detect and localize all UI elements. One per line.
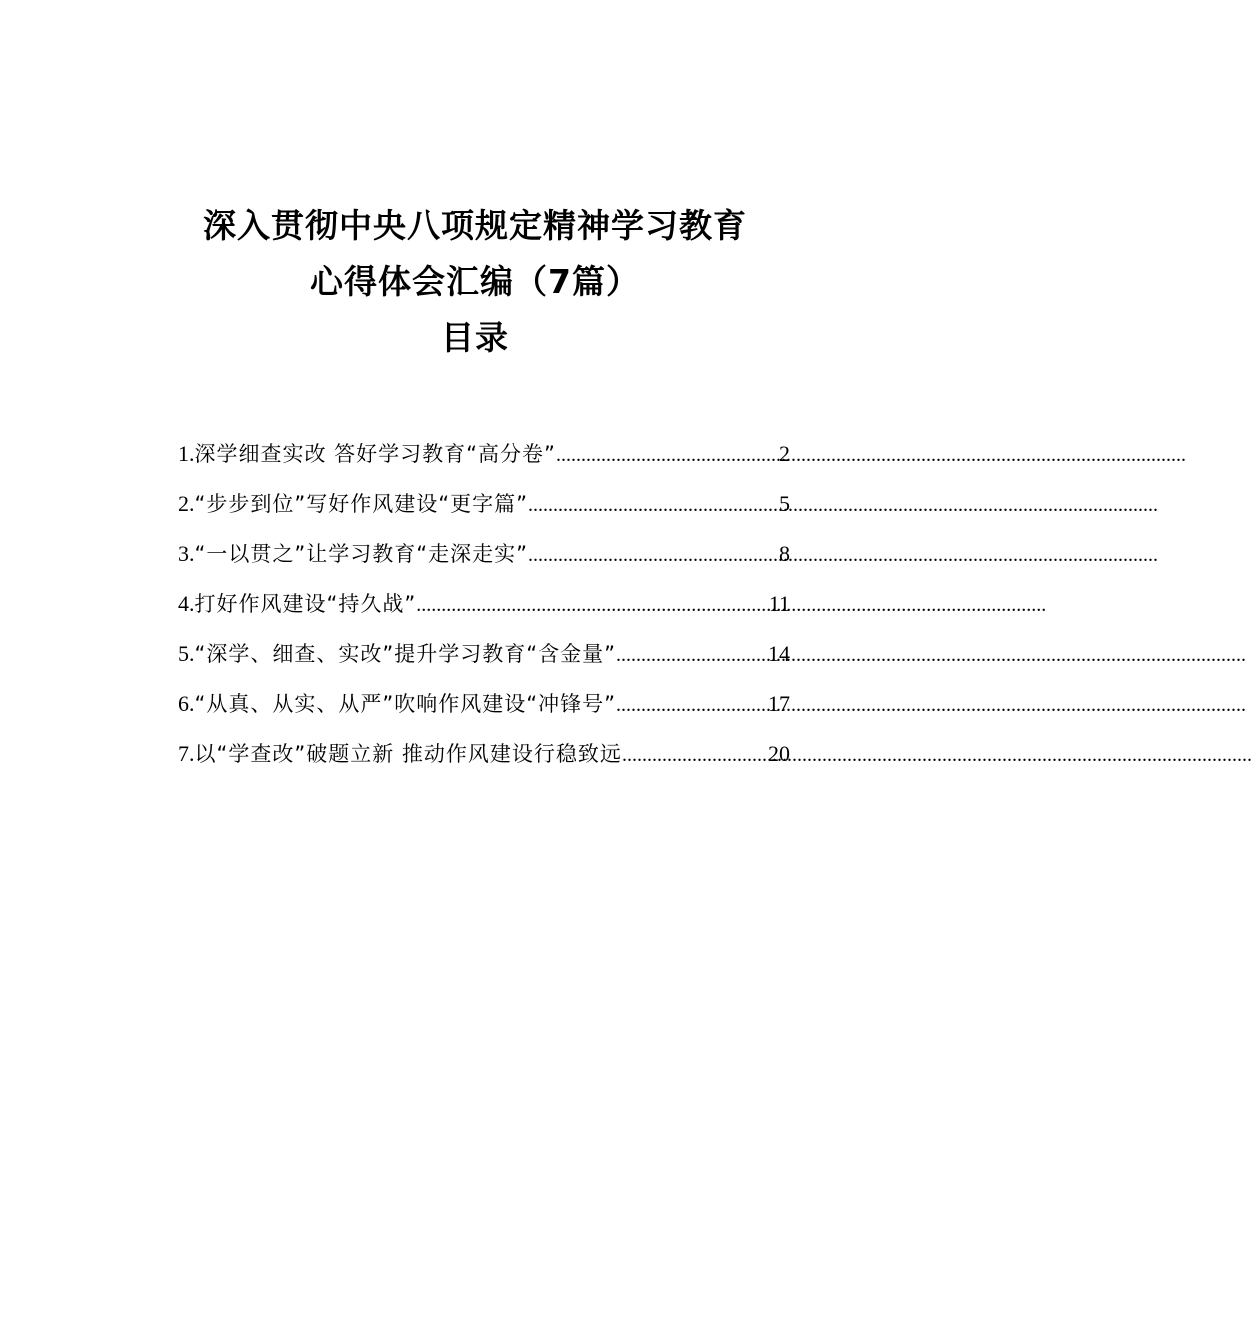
title-line-1: 深入贯彻中央八项规定精神学习教育 (203, 206, 747, 245)
toc-entry-page: 11 (768, 591, 790, 616)
toc-entry-page: 5 (779, 491, 790, 516)
toc-heading: 目录 (441, 318, 509, 357)
toc-entry-6[interactable] (178, 684, 790, 734)
toc-entry-title: “从真、从实、从严”吹响作风建设“冲锋号” (194, 692, 617, 716)
toc-entry-1[interactable] (178, 434, 790, 484)
dot-leader (528, 485, 779, 525)
table-of-contents (178, 434, 790, 784)
toc-entry-2[interactable] (178, 484, 790, 534)
toc-entry-number: 2. (178, 491, 195, 516)
toc-entry-title: 深学细查实改 答好学习教育“高分卷” (194, 442, 556, 466)
toc-entry-number: 1. (178, 441, 195, 466)
toc-entry-number: 5. (178, 641, 195, 666)
toc-entry-title: “深学、细查、实改”提升学习教育“含金量” (194, 642, 617, 666)
toc-entry-4[interactable] (178, 584, 790, 634)
document-title (0, 198, 950, 366)
toc-entry-title: 打好作风建设“持久战” (194, 592, 417, 616)
toc-entry-title: 以“学查改”破题立新 推动作风建设行稳致远 (194, 742, 622, 766)
dot-leader (622, 735, 768, 775)
dot-leader (528, 535, 779, 575)
toc-entry-7[interactable] (178, 734, 790, 784)
toc-entry-number: 7. (178, 741, 195, 766)
toc-entry-title: “一以贯之”让学习教育“走深走实” (194, 542, 529, 566)
toc-entry-page: 14 (768, 641, 790, 666)
toc-entry-number: 4. (178, 591, 195, 616)
dot-leader (416, 585, 769, 625)
title-line-2: 心得体会汇编（7篇） (310, 262, 640, 301)
toc-entry-page: 17 (768, 691, 790, 716)
toc-entry-5[interactable] (178, 634, 790, 684)
toc-entry-page: 2 (779, 441, 790, 466)
dot-leader (616, 635, 768, 675)
toc-entry-number: 6. (178, 691, 195, 716)
toc-entry-page: 20 (768, 741, 790, 766)
toc-entry-3[interactable] (178, 534, 790, 584)
toc-entry-page: 8 (779, 541, 790, 566)
dot-leader (616, 685, 768, 725)
toc-entry-title: “步步到位”写好作风建设“更字篇” (194, 492, 529, 516)
toc-entry-number: 3. (178, 541, 195, 566)
dot-leader (556, 435, 779, 475)
